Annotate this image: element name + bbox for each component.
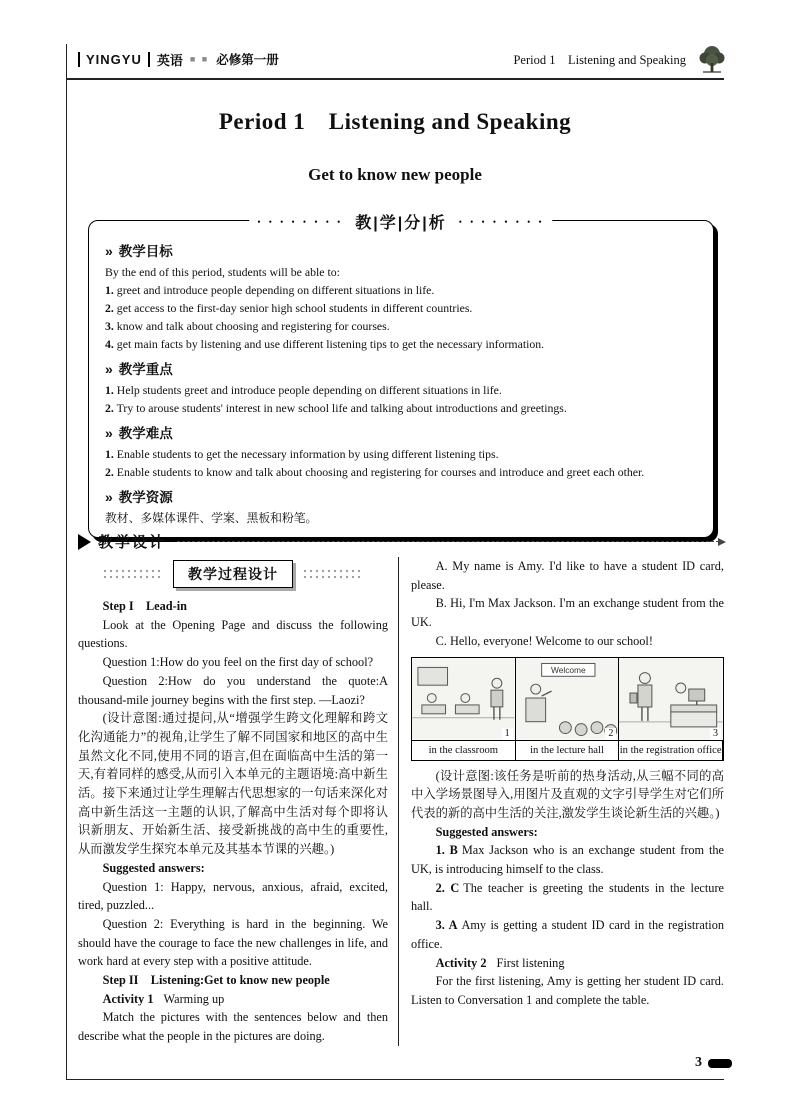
design-intent-left: (设计意图:通过提问,从“增强学生跨文化理解和跨文化沟通能力”的视角,让学生了解不同国家和地区的高中生虽然文化不同,使用不同的语言,但在面临高中生活的第一天,有着同样的感受,从而引入本单元的主题语境:高中新生活。接下来通过让学生理解古代思想家的一句话来深化对高中新生活这一主题的认识,了解高中生活对每个即将认识新朋友、开始新生活、接受新挑战的高中生的重要性,从而激发学生探究本单元及其基本节课的兴趣。): [78, 711, 388, 857]
activity2-name: First listening: [496, 955, 565, 970]
answer-2: [411, 879, 724, 916]
process-title-row: [78, 560, 388, 588]
header-right: [513, 44, 726, 74]
option-b: B. Hi, I'm Max Jackson. I'm an exchange student from the UK.: [411, 596, 724, 630]
option-c: C. Hello, everyone! Welcome to our school!: [435, 633, 653, 648]
tree-icon: [698, 44, 726, 74]
answer-text: The teacher is greeting the students in the lecture hall.: [411, 880, 724, 914]
page-footer: [695, 1055, 732, 1071]
picture-lecture-hall: [516, 658, 620, 740]
item-number: 2.: [105, 301, 114, 315]
design-intent-right: (设计意图:该任务是听前的热身活动,从三幅不同的高中入学场景图导入,用图片及直观的文字引导学生对它们所代表的新的高中生活的关注,激发学生谈论新生活的兴趣。): [411, 768, 724, 820]
page-number-bar-icon: [708, 1059, 732, 1068]
activity2-heading: [411, 954, 724, 973]
picture-number: 3: [710, 728, 721, 740]
key-heading-text: 教学重点: [118, 362, 173, 377]
page-title: Period 1 Listening and Speaking: [218, 109, 572, 134]
header-divider: [66, 78, 724, 80]
answer-label: 1. B: [435, 843, 458, 858]
answer-3: [411, 916, 724, 953]
item-text: get main facts by listening and use different listening tips to get the necessary information.: [113, 337, 545, 351]
option-a: A. My name is Amy. I'd like to have a student ID card, please.: [411, 559, 724, 592]
item-text: Try to arouse students' interest in new school life and talking about introductions and greetings.: [113, 401, 567, 415]
welcome-banner-text: Welcome: [550, 664, 586, 675]
banner-flag-icon: [78, 534, 91, 550]
analysis-box-title: [249, 210, 552, 233]
picture-caption: in the lecture hall: [516, 740, 620, 760]
page-header: [78, 44, 726, 74]
two-column-body: [78, 557, 724, 1046]
question-2: Question 2:How do you understand the quote:A thousand-mile journey begins with the first step. —Laozi?: [78, 673, 388, 707]
brand-squares-icon: ■ ■: [189, 54, 210, 64]
item-text: get access to the first-day senior high school students in different countries.: [113, 301, 473, 315]
dots-decoration-left: [102, 568, 164, 581]
goal-item: [105, 317, 697, 335]
header-brand: [78, 50, 279, 69]
item-number: 3.: [105, 319, 114, 333]
item-text: Enable students to get the necessary information by using different listening tips.: [113, 447, 499, 461]
difficulty-item: [105, 445, 697, 463]
right-column: [398, 557, 724, 1046]
section-key-heading: [105, 358, 697, 378]
step2-heading: Step II Listening:Get to know new people: [102, 973, 330, 988]
left-margin-rule: [66, 44, 67, 1080]
suggested-answers-heading: Suggested answers:: [102, 860, 205, 875]
picture-registration-office: [619, 658, 723, 740]
page-number: 3: [695, 1055, 702, 1070]
page-subtitle: Get to know new people: [308, 165, 482, 184]
question-1: Question 1:How do you feel on the first day of school?: [102, 655, 374, 670]
lecture-hall-illustration: [516, 658, 619, 740]
classroom-illustration: [412, 658, 515, 740]
activity1-name: Warming up: [163, 991, 225, 1006]
answer-label: 3. A: [435, 918, 458, 933]
pictures-table: [411, 657, 724, 761]
answer-question-1: Question 1: Happy, nervous, anxious, afraid, excited, tired, puzzled...: [78, 879, 388, 913]
banner-arrow-line: [177, 541, 724, 542]
process-title: 教学过程设计: [173, 560, 293, 588]
key-item: [105, 381, 697, 399]
section-goal-heading: [105, 240, 697, 260]
section-resource-heading: [105, 486, 697, 506]
teaching-analysis-box: [88, 215, 714, 538]
item-number: 4.: [105, 337, 114, 351]
activity2-instruction: For the first listening, Amy is getting her student ID card. Listen to Conversation 1 and complete the table.: [411, 974, 724, 1007]
lead-in-paragraph: Look at the Opening Page and discuss the following questions.: [78, 617, 388, 651]
picture-number: 2: [605, 728, 616, 740]
item-number: 1.: [105, 383, 114, 397]
section-difficulty-heading: [105, 422, 697, 442]
goal-item: [105, 335, 697, 353]
brand-logo-text: YINGYU: [78, 52, 150, 67]
item-number: 2.: [105, 465, 114, 479]
difficulty-heading-text: 教学难点: [118, 426, 173, 441]
picture-classroom: [412, 658, 516, 740]
teaching-design-banner: [78, 531, 724, 552]
difficulty-item: [105, 463, 697, 481]
key-item: [105, 399, 697, 417]
item-text: Help students greet and introduce people depending on different situations in life.: [113, 383, 502, 397]
left-column: [78, 557, 398, 1046]
chevron-icon: »: [105, 361, 113, 377]
chevron-icon: »: [105, 489, 113, 505]
answer-question-2: Question 2: Everything is hard in the beginning. We should have the courage to face the new challenges in life, and work hard at every step with a positive attitude.: [78, 916, 388, 969]
goal-heading-text: 教学目标: [118, 244, 173, 259]
goal-item: [105, 281, 697, 299]
activity2-label: Activity 2: [435, 955, 487, 970]
goal-item: [105, 299, 697, 317]
dots-left: • • • • • • • •: [257, 216, 344, 227]
item-number: 1.: [105, 283, 114, 297]
picture-caption: in the registration office: [619, 740, 723, 760]
answer-text: Amy is getting a student ID card in the registration office.: [411, 918, 724, 951]
picture-caption: in the classroom: [412, 740, 516, 760]
activity1-heading: [78, 990, 388, 1009]
header-period-title: Period 1 Listening and Speaking: [513, 53, 686, 67]
chevron-icon: »: [105, 425, 113, 441]
resource-heading-text: 教学资源: [118, 490, 173, 505]
resource-text: 教材、多媒体课件、学案、黑板和粉笔。: [105, 511, 318, 525]
item-text: know and talk about choosing and registering for courses.: [113, 319, 390, 333]
registration-office-illustration: [619, 658, 723, 740]
step1-heading: Step I Lead-in: [102, 599, 187, 613]
item-number: 1.: [105, 447, 114, 461]
analysis-title-text: 教|学|分|析: [355, 215, 447, 232]
banner-title: 教学设计: [98, 534, 167, 551]
answer-1: [411, 841, 724, 878]
answer-label: 2. C: [435, 880, 460, 895]
footer-divider: [66, 1079, 724, 1080]
item-text: Enable students to know and talk about choosing and registering for courses and introduce and greet each other.: [113, 465, 645, 479]
item-number: 2.: [105, 401, 114, 415]
dots-right: • • • • • • • •: [458, 216, 545, 227]
volume-label: 必修第一册: [216, 53, 279, 67]
chevron-icon: »: [105, 243, 113, 259]
item-text: greet and introduce people depending on different situations in life.: [113, 283, 435, 297]
brand-chinese: 英语: [156, 52, 183, 68]
activity1-label: Activity 1: [102, 991, 154, 1006]
dots-decoration-right: [302, 568, 364, 581]
goal-intro: By the end of this period, students will be able to:: [105, 265, 340, 279]
activity1-instruction: Match the pictures with the sentences below and then describe what the people in the pictures are doing.: [78, 1010, 388, 1044]
suggested-answers-heading: Suggested answers:: [435, 824, 538, 839]
picture-number: 1: [502, 728, 513, 740]
answer-text: Max Jackson who is an exchange student from the UK, is introducing himself to the class.: [411, 843, 724, 877]
